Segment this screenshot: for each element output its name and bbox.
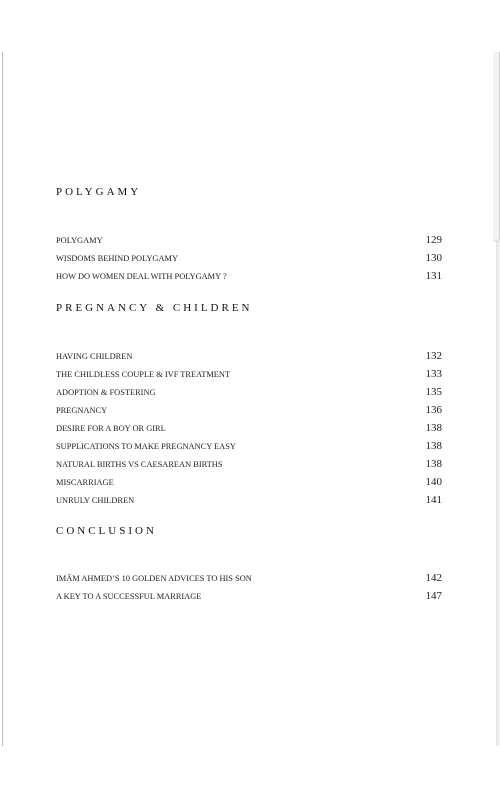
toc-entry[interactable] [56,569,442,587]
toc-entry[interactable] [56,437,442,455]
toc-entry-title: PREGNANCY [56,406,108,415]
toc-entry-list [56,231,442,285]
section-title: CONCLUSION [56,525,157,537]
toc-entry-page: 135 [425,386,442,398]
toc-entry[interactable] [56,267,442,285]
toc-entry-page: 138 [425,422,442,434]
toc-entry-list [56,569,442,605]
toc-entry[interactable] [56,473,442,491]
toc-entry-title: HAVING CHILDREN [56,352,133,361]
section-title: POLYGAMY [56,186,142,198]
toc-entry-page: 142 [425,572,442,584]
toc-entry-title: NATURAL BIRTHS VS CAESAREAN BIRTHS [56,460,223,469]
toc-entry-page: 140 [425,476,442,488]
toc-entry-title: A KEY TO A SUCCESSFUL MARRIAGE [56,592,202,601]
toc-entry-page: 147 [425,590,442,602]
scroll-indicator[interactable] [493,52,500,242]
toc-entry[interactable] [56,383,442,401]
toc-entry[interactable] [56,419,442,437]
toc-entry-list [56,347,442,509]
viewer-top-margin [0,0,500,52]
toc-entry[interactable] [56,455,442,473]
toc-entry[interactable] [56,491,442,509]
toc-entry[interactable] [56,365,442,383]
toc-entry-page: 129 [425,234,442,246]
toc-entry-page: 132 [425,350,442,362]
toc-section-pregnancy-children [56,300,442,509]
toc-entry-title: SUPPLICATIONS TO MAKE PREGNANCY EASY [56,442,236,451]
toc-entry-page: 130 [425,252,442,264]
toc-entry-title: MISCARRIAGE [56,478,114,487]
toc-entry[interactable] [56,347,442,365]
toc-entry-title: WISDOMS BEHIND POLYGAMY [56,254,178,263]
toc-entry-page: 141 [425,494,442,506]
toc-entry[interactable] [56,249,442,267]
toc-entry-title: UNRULY CHILDREN [56,496,135,505]
document-page[interactable] [2,52,496,746]
toc-section-polygamy [56,184,442,285]
toc-entry[interactable] [56,587,442,605]
toc-entry-title: ADOPTION & FOSTERING [56,388,156,397]
viewer-bottom-margin [0,746,500,800]
toc-entry-page: 131 [425,270,442,282]
toc-entry[interactable] [56,231,442,249]
toc-entry-page: 133 [425,368,442,380]
toc-entry-page: 138 [425,458,442,470]
toc-section-conclusion [56,523,442,605]
toc-entry-title: DESIRE FOR A BOY OR GIRL [56,424,166,433]
toc-entry-page: 136 [425,404,442,416]
toc-entry-title: HOW DO WOMEN DEAL WITH POLYGAMY ? [56,272,227,281]
toc-entry-title: IMĀM AHMED’S 10 GOLDEN ADVICES TO HIS SON [56,574,252,583]
toc-entry-title: THE CHILDLESS COUPLE & IVF TREATMENT [56,370,231,379]
section-title: PREGNANCY & CHILDREN [56,302,253,314]
toc-entry-title: POLYGAMY [56,236,103,245]
toc-entry-page: 138 [425,440,442,452]
toc-entry[interactable] [56,401,442,419]
